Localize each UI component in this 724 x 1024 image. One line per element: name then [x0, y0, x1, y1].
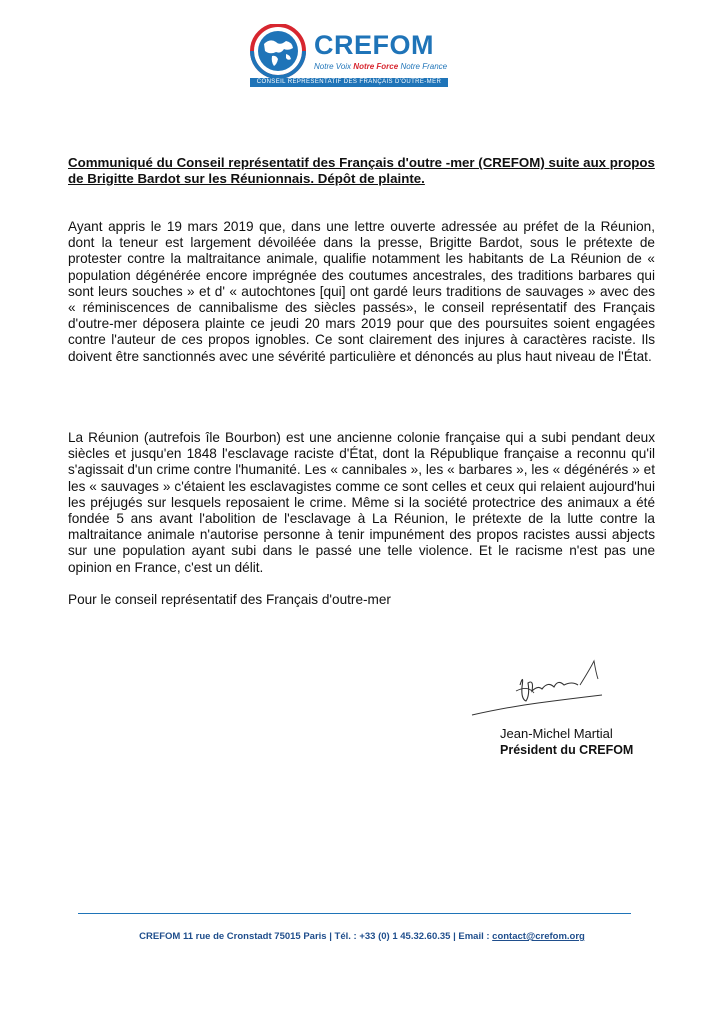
globe-logo-icon — [248, 24, 310, 78]
logo-band: CONSEIL REPRÉSENTATIF DES FRANÇAIS D'OUTRE-MER — [250, 78, 448, 87]
tagline-france: Notre France — [400, 62, 448, 71]
tagline-voix: Notre Voix — [314, 62, 352, 71]
paragraph-1: Ayant appris le 19 mars 2019 que, dans une lettre ouverte adressée au préfet de la Réunion, dont la teneur est largement dévoiléée dans la presse, Brigitte Bardot, sous le prétexte de protester contre la maltraitance animale, qualifie notamment les habitants de La Réunion de « population dégénérée encore imprégnée des coutumes ancestrales, des traditions barbares qui sont leurs souches » et d' « autochtones [qui] ont gardé leurs traditions de sauvages » avec des « réminiscences de cannibalisme des siècles passés», le conseil représentatif des Français d'outre-mer déposera plainte ce jeudi 20 mars 2019 pour que des poursuites soient engagées contre l'auteur de ces propos ignobles. Ce sont clairement des injures à caractères raciste. Ils doivent être sanctionnés avec une sévérité particulière et dénoncés au plus haut niveau de l'État. — [68, 219, 655, 364]
footer-address: CREFOM 11 rue de Cronstadt 75015 Paris | Tél. : +33 (0) 1 45.32.60.35 | Email : — [139, 931, 493, 942]
tagline-force: Notre Force — [353, 62, 399, 71]
footer-divider — [78, 913, 631, 914]
paragraph-2: La Réunion (autrefois île Bourbon) est une ancienne colonie française qui a subi pendant deux siècles et jusqu'en 1848 l'esclavage raciste d'État, dont la République française a reconnu qu'il s'agissait d'un crime contre l'humanité. Les « cannibales », les « barbares », les « dégénérés » et les « sauvages » c'étaient les esclavagistes comme ce sont celles et ceux qui relaient aujourd'hui les préjugés sur lesquels reposaient le crime. Même si la société protectrice des animaux a été fondée 5 ans avant l'abolition de l'esclavage à La Réunion, le prétexte de la lutte contre la maltraitance animale n'autorise personne à tenir impunément des propos racistes aussi abjects sur une population ayant subi dans le passé une telle violence. Et le racisme n'est pas une opinion en France, c'est un délit. — [68, 430, 655, 575]
document-title: Communiqué du Conseil représentatif des Français d'outre -mer (CREFOM) suite aux propos de Brigitte Bardot sur les Réunionnais. Dépôt de plainte. — [68, 155, 655, 186]
logo-tagline — [314, 62, 447, 71]
logo-wordmark: CREFOM — [314, 30, 434, 60]
footer-email-link[interactable]: contact@crefom.org — [492, 931, 585, 942]
crefom-logo — [248, 24, 458, 88]
signer-name: Jean-Michel Martial — [500, 726, 613, 741]
closing-line: Pour le conseil représentatif des Français d'outre-mer — [68, 592, 391, 607]
footer-contact — [0, 931, 724, 942]
handwritten-signature — [468, 655, 608, 720]
signer-title: Président du CREFOM — [500, 743, 634, 757]
